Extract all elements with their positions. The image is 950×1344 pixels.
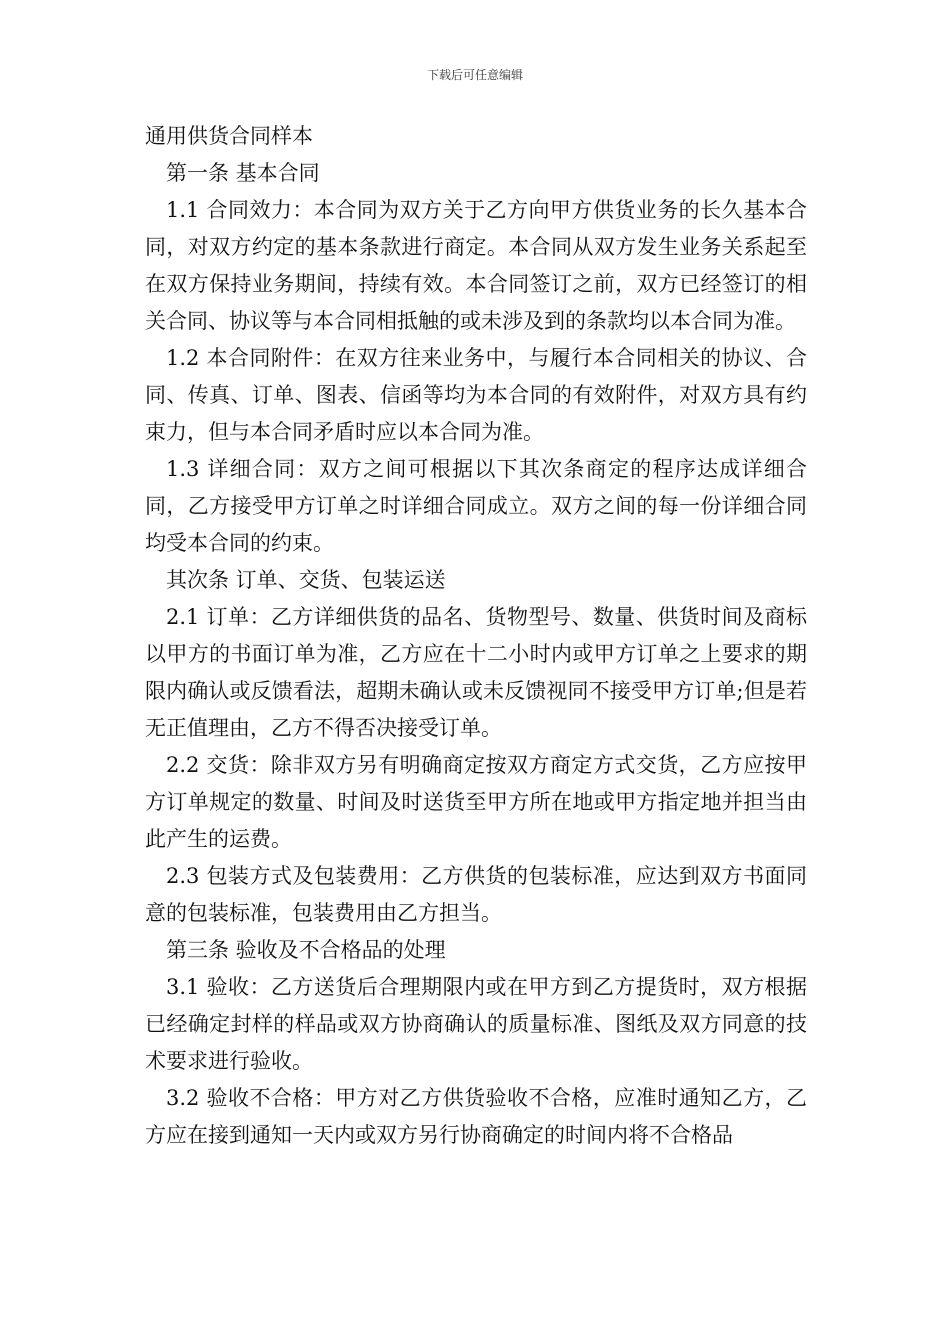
clause-3-2: 3.2 验收不合格：甲方对乙方供货验收不合格，应准时通知乙方，乙方应在接到通知一天内或双方另行协商确定的时间内将不合格品	[145, 1086, 807, 1147]
section-heading: 其次条 订单、交货、包装运送	[166, 568, 446, 592]
document-title: 通用供货合同样本	[145, 124, 313, 148]
clause-1-1: 1.1 合同效力：本合同为双方关于乙方向甲方供货业务的长久基本合同，对双方约定的基本条款进行商定。本合同从双方发生业务关系起至在双方保持业务期间，持续有效。本合同签订之前，双方已经签订的相关合同、协议等与本合同相抵触的或未涉及到的条款均以本合同为准。	[145, 198, 807, 333]
clause-1-3: 1.3 详细合同：双方之间可根据以下其次条商定的程序达成详细合同，乙方接受甲方订单之时详细合同成立。双方之间的每一份详细合同均受本合同的约束。	[145, 457, 807, 555]
clause-3-1: 3.1 验收：乙方送货后合理期限内或在甲方到乙方提货时，双方根据已经确定封样的样品或双方协商确认的质量标准、图纸及双方同意的技术要求进行验收。	[145, 975, 807, 1073]
clause-2-1: 2.1 订单：乙方详细供货的品名、货物型号、数量、供货时间及商标以甲方的书面订单为准，乙方应在十二小时内或甲方订单之上要求的期限内确认或反馈看法，超期未确认或未反馈视同不接受甲方订单;但是若无正值理由，乙方不得否决接受订单。	[145, 605, 807, 740]
section-heading: 第一条 基本合同	[166, 161, 320, 185]
section-heading: 第三条 验收及不合格品的处理	[166, 938, 446, 962]
clause-2-2: 2.2 交货：除非双方另有明确商定按双方商定方式交货，乙方应按甲方订单规定的数量、时间及时送货至甲方所在地或甲方指定地并担当由此产生的运费。	[145, 753, 807, 851]
clause-1-2: 1.2 本合同附件：在双方往来业务中，与履行本合同相关的协议、合同、传真、订单、图表、信函等均为本合同的有效附件，对双方具有约束力，但与本合同矛盾时应以本合同为准。	[145, 346, 807, 444]
document-body	[145, 118, 807, 1154]
page-header: 下载后可任意编辑	[426, 68, 523, 82]
clause-2-3: 2.3 包装方式及包装费用：乙方供货的包装标准，应达到双方书面同意的包装标准，包装费用由乙方担当。	[145, 864, 807, 925]
